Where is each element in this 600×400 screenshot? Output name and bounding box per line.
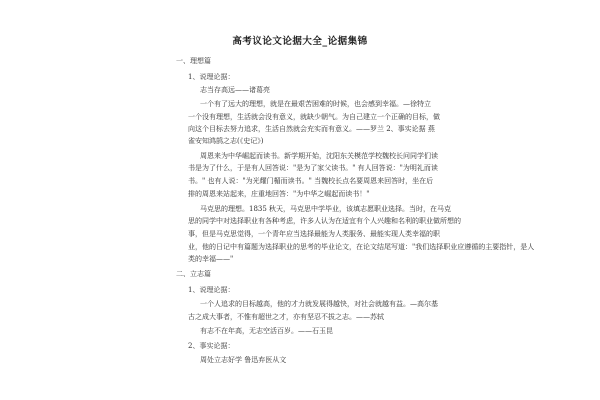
paragraph-line: 一个没有理想，生活就会没有意义，就缺少朝气。为自己建立一个正确的目标，做 [188,113,440,121]
paragraph-line: 雀安知鸿鹄之志(《史记》) [188,137,264,145]
paragraph-line: 排的周恩来站起来，庄重地回答："为中华之崛起而读书！" [188,190,370,198]
paragraph-line: 马克思的理想。1835 秋天，马克思中学毕业，该填志愿职业选择。当时，在马克 [200,205,452,213]
paragraph-line: 周处立志好学 鲁迅弃医从文 [200,356,287,364]
paragraph-line: 业，他的日记中有篇题为选择职业的思考的毕业论文，在论文结尾写道："我们选择职业应遵循的主要指针，是人 [188,243,535,251]
quote-line: 志当存高远——诸葛亮 [200,86,270,94]
subheading-reasoning: 1、说理论据： [188,73,235,81]
section-heading-ambition: 二、立志篇 [176,270,211,278]
quote-line: 有志不在年高，无志空活百岁。——石玉昆 [200,327,333,335]
paragraph-line: 思的同学中对选择职业有各种考虑，许多人认为在适宜有个人兴趣和名利的职业做所想的 [188,217,461,225]
subheading-reasoning: 1、说理论据： [188,286,235,294]
subheading-facts: 2、事实论据： [188,342,235,350]
quote-line: 一个人追求的目标越高，他的才力就发展得越快，对社会就越有益。—高尔基 [200,300,438,308]
paragraph-line: 事，但是马克思觉得，一个青年应当选择最能为人类服务、最能实现人类幸福的职 [188,230,440,238]
document-title: 高考议论文论据大全_论据集锦 [232,36,368,47]
section-heading-ideal: 一、理想篇 [176,57,211,65]
paragraph-line: 周恩来为中华崛起而读书。新学期开始，沈阳东关模范学校魏校长问同学们读 [200,152,438,160]
paragraph-line: 向这个目标去努力追求，生活自然就会充实而有意义。——罗兰 2、事实论据 燕 [188,125,435,133]
paragraph-line: 书。" 也有人说："为光耀门楣而读书。" 当魏校长点名要周恩来回答时，坐在后 [188,177,434,185]
paragraph-line: 书是为了什么，于是有人回答说："是为了家父读书。" 有人回答说："为明礼而读 [188,164,438,172]
quote-line: 古之成大事者，不惟有超世之才，亦有坚忍不拔之志。——苏轼 [188,313,384,321]
paragraph-line: 类的幸福——" [188,255,234,263]
paragraph-line: 一个有了远大的理想，就是在最艰苦困难的时候，也会感到幸福。—徐特立 [200,100,431,108]
